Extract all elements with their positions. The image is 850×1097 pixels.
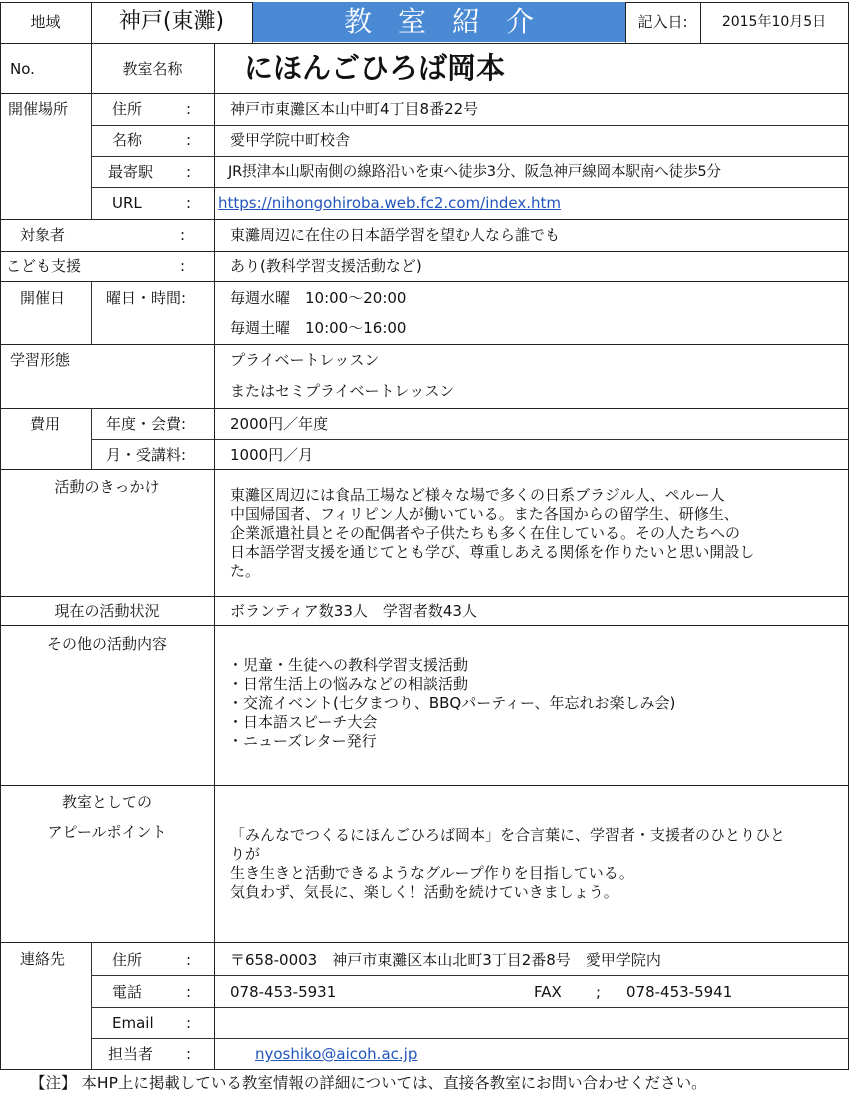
venue-section-label: 開催場所 xyxy=(8,100,69,118)
border-row xyxy=(0,942,849,943)
no-label: No. xyxy=(10,60,35,78)
origin-line: た。 xyxy=(230,562,261,580)
phone-label: 電話 xyxy=(112,983,143,1001)
fax-label: FAX xyxy=(534,983,562,1001)
children-support-value: あり(教科学習支援活動など) xyxy=(230,257,422,275)
contact-label: 連絡先 xyxy=(20,950,66,968)
border-row xyxy=(0,625,849,626)
origin-line: 企業派遣社員とその配偶者や子供たちも多く在住している。その人たちへの xyxy=(230,524,741,542)
appeal-line: りが xyxy=(230,845,261,863)
border-row xyxy=(0,344,849,345)
contact-address-label: 住所 xyxy=(112,951,143,969)
border-row xyxy=(91,439,849,440)
border-row xyxy=(0,281,849,282)
origin-line: 中国帰国者、フィリピン人が働いている。また各国からの留学生、研修生、 xyxy=(230,505,739,523)
status-value: ボランティア数33人 学習者数43人 xyxy=(230,602,477,620)
list-item: ・交流イベント(七夕まつり、BBQパーティー、年忘れお楽しみ会) xyxy=(228,694,676,712)
email-label: Email xyxy=(112,1014,154,1032)
contact-person-email-link[interactable]: nyoshiko@aicoh.ac.jp xyxy=(255,1045,418,1063)
phone-value: 078-453-5931 xyxy=(230,983,337,1001)
border-col xyxy=(91,942,92,1069)
origin-label: 活動のきっかけ xyxy=(54,478,160,496)
border-col xyxy=(214,43,215,1069)
appeal-label: 教室としての xyxy=(61,793,152,811)
appeal-line: 「みんなでつくるにほんごひろば岡本」を合言葉に、学習者・支援者のひとりひと xyxy=(230,826,786,844)
semicolon: ; xyxy=(596,983,602,1001)
colon: : xyxy=(186,1014,192,1032)
border-col xyxy=(91,93,92,219)
border-col xyxy=(91,408,92,469)
colon: : xyxy=(186,951,192,969)
origin-paragraph xyxy=(230,486,754,581)
colon: : xyxy=(186,983,192,1001)
colon: : xyxy=(186,194,192,212)
format-line: またはセミプライベートレッスン xyxy=(230,382,455,400)
border-row xyxy=(0,93,849,94)
format-line: プライベートレッスン xyxy=(230,351,380,369)
classroom-name: にほんごひろば岡本 xyxy=(244,51,506,85)
venue-name: 愛甲学院中町校舎 xyxy=(230,131,351,149)
monthly-fee-value: 1000円／月 xyxy=(230,446,314,464)
fax-value: 078-453-5941 xyxy=(626,983,733,1001)
colon: : xyxy=(180,226,186,244)
annual-fee-value: 2000円／年度 xyxy=(230,415,329,433)
colon: : xyxy=(186,1045,192,1063)
venue-address-label: 住所 xyxy=(112,100,143,118)
schedule-sub-label: 曜日・時間: xyxy=(106,289,187,307)
border-row xyxy=(91,187,849,188)
border-row xyxy=(0,596,849,597)
format-label: 学習形態 xyxy=(10,351,71,369)
border-right xyxy=(848,2,849,1069)
footer-note: 【注】 本HP上に掲載している教室情報の詳細については、直接各教室にお問い合わせください。 xyxy=(30,1074,707,1092)
region-value: 神戸(東灘) xyxy=(118,9,225,34)
list-item: ・児童・生徒への教科学習支援活動 xyxy=(228,656,469,674)
appeal-line: 気負わず、気長に、楽しく！活動を続けていきましょう。 xyxy=(230,883,619,901)
border-row xyxy=(91,1038,849,1039)
border-col xyxy=(91,281,92,344)
region-label: 地域 xyxy=(30,13,61,31)
border-row xyxy=(91,125,849,126)
nearest-station: JR摂津本山駅南側の線路沿いを東へ徒歩3分、阪急神戸線岡本駅南へ徒歩5分 xyxy=(228,163,721,180)
classroom-name-label: 教室名称 xyxy=(122,60,183,78)
border-row xyxy=(91,975,849,976)
children-support-label: こども支援 xyxy=(6,257,82,275)
schedule-line: 毎週土曜 10:00〜16:00 xyxy=(230,319,407,337)
status-label: 現在の活動状況 xyxy=(54,602,160,620)
border-row xyxy=(0,785,849,786)
border-row xyxy=(0,219,849,220)
border-row xyxy=(91,1007,849,1008)
target-value: 東灘周辺に在住の日本語学習を望む人なら誰でも xyxy=(230,226,561,244)
annual-fee-label: 年度・会費: xyxy=(106,415,187,433)
date-value: 2015年10月5日 xyxy=(721,14,827,30)
border-row xyxy=(0,469,849,470)
list-item: ・日常生活上の悩みなどの相談活動 xyxy=(228,675,469,693)
schedule-line: 毎週水曜 10:00〜20:00 xyxy=(230,289,407,307)
contact-address: 〒658-0003 神戸市東灘区本山北町3丁目2番8号 愛甲学院内 xyxy=(230,951,661,969)
station-label: 最寄駅 xyxy=(108,163,154,181)
target-label: 対象者 xyxy=(20,226,66,244)
website-link[interactable]: https://nihongohiroba.web.fc2.com/index.htm xyxy=(218,194,562,212)
contact-person-label: 担当者 xyxy=(108,1045,154,1063)
border-row xyxy=(0,251,849,252)
colon: : xyxy=(186,100,192,118)
border-row xyxy=(91,156,849,157)
origin-line: 日本語学習支援を通じてとも学び、尊重しあえる関係を作りたいと思い開設し xyxy=(230,543,755,561)
origin-line: 東灘区周辺には食品工場など様々な場で多くの日系ブラジル人、ペルー人 xyxy=(230,486,725,504)
list-item: ・ニューズレター発行 xyxy=(228,732,377,750)
colon: : xyxy=(186,163,192,181)
colon: : xyxy=(186,131,192,149)
appeal-paragraph xyxy=(230,826,785,902)
page-title-banner: 教室紹介 xyxy=(253,2,625,42)
border-row xyxy=(0,43,849,44)
border-left xyxy=(0,2,1,1069)
venue-address: 神戸市東灘区本山中町4丁目8番22号 xyxy=(230,100,479,118)
schedule-label: 開催日 xyxy=(20,289,66,307)
url-label: URL xyxy=(112,194,142,212)
list-item: ・日本語スピーチ大会 xyxy=(228,713,378,731)
border-row xyxy=(0,408,849,409)
other-activities-label: その他の活動内容 xyxy=(46,635,167,653)
venue-name-label: 名称 xyxy=(112,131,143,149)
appeal-label: アピールポイント xyxy=(47,823,167,841)
date-label: 記入日: xyxy=(637,13,688,31)
fees-label: 費用 xyxy=(30,415,61,433)
border-bottom xyxy=(0,1069,849,1070)
colon: : xyxy=(180,257,186,275)
monthly-fee-label: 月・受講料: xyxy=(106,446,187,464)
other-activities-list xyxy=(228,656,675,751)
appeal-line: 生き生きと活動できるようなグループ作りを目指している。 xyxy=(230,864,634,882)
